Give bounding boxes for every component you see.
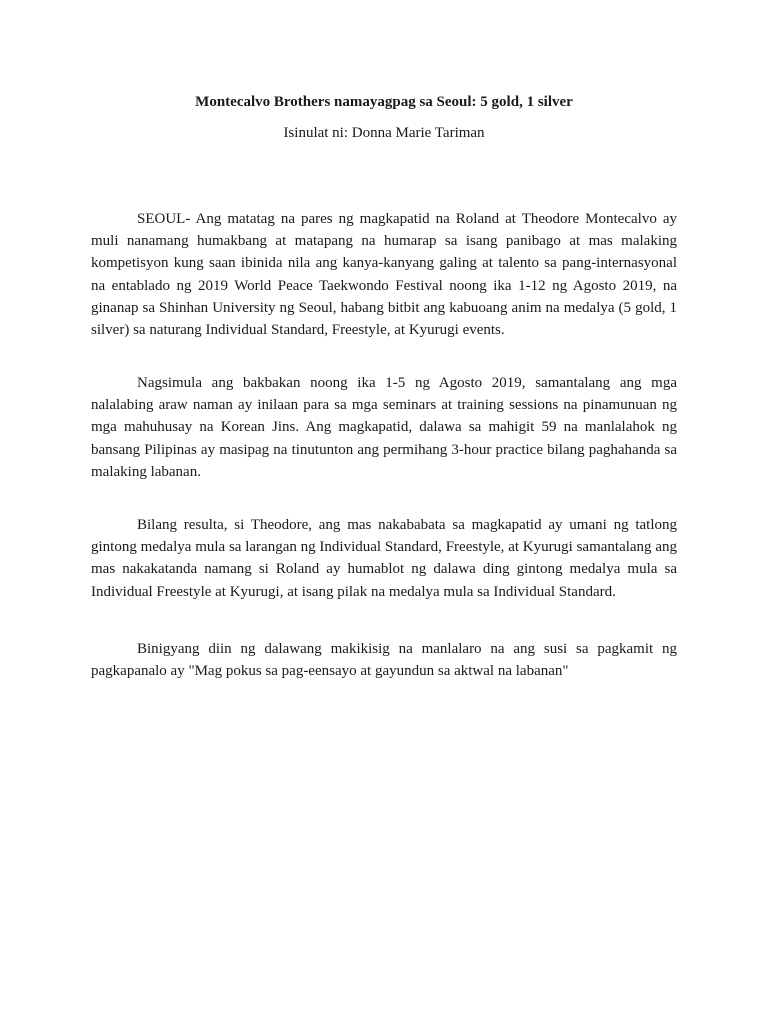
article-title: Montecalvo Brothers namayagpag sa Seoul: 5 gold, 1 silver [195,94,573,110]
article-author: Isinulat ni: Donna Marie Tariman [283,125,485,141]
article-paragraph: SEOUL- Ang matatag na pares ng magkapatid na Roland at Theodore Montecalvo ay muli nanamang humakbang at matapang na humarap sa isang panibago at mas malaking kompetisyon kung saan ibinida nila ang kanya-kanyang galing at talento sa pang-internasyonal na entablado ng 2019 World Peace Taekwondo Festival noong ika 1-12 ng Agosto 2019, na ginanap sa Shinhan University ng Seoul, habang bitbit ang kabuoang anim na medalya (5 gold, 1 silver) sa naturang Individual Standard, Freestyle, at Kyurugi events. [91,211,677,339]
article-paragraph: Nagsimula ang bakbakan noong ika 1-5 ng Agosto 2019, samantalang ang mga nalalabing araw naman ay inilaan para sa mga seminars at training sessions na pinamunuan ng mga mahuhusay na Korean Jins. Ang magkapatid, dalawa sa mahigit 59 na manlalahok ng bansang Pilipinas ay masipag na tinutunton ang permihang 3-hour practice bilang paghahanda sa malaking labanan. [91,375,677,480]
article-paragraph: Bilang resulta, si Theodore, ang mas nakababata sa magkapatid ay umani ng tatlong gintong medalya mula sa larangan ng Individual Standard, Freestyle, at Kyurugi samantalang ang mas nakakatanda namang si Roland ay humablot ng dalawa ding gintong medalya mula sa Individual Freestyle at Kyurugi, at isang pilak na medalya mula sa Individual Standard. [91,517,677,600]
article-paragraph: Binigyang diin ng dalawang makikisig na manlalaro na ang susi sa pagkamit ng pagkapanalo ay "Mag pokus sa pag-eensayo at gayundun sa aktwal na labanan" [91,641,677,680]
